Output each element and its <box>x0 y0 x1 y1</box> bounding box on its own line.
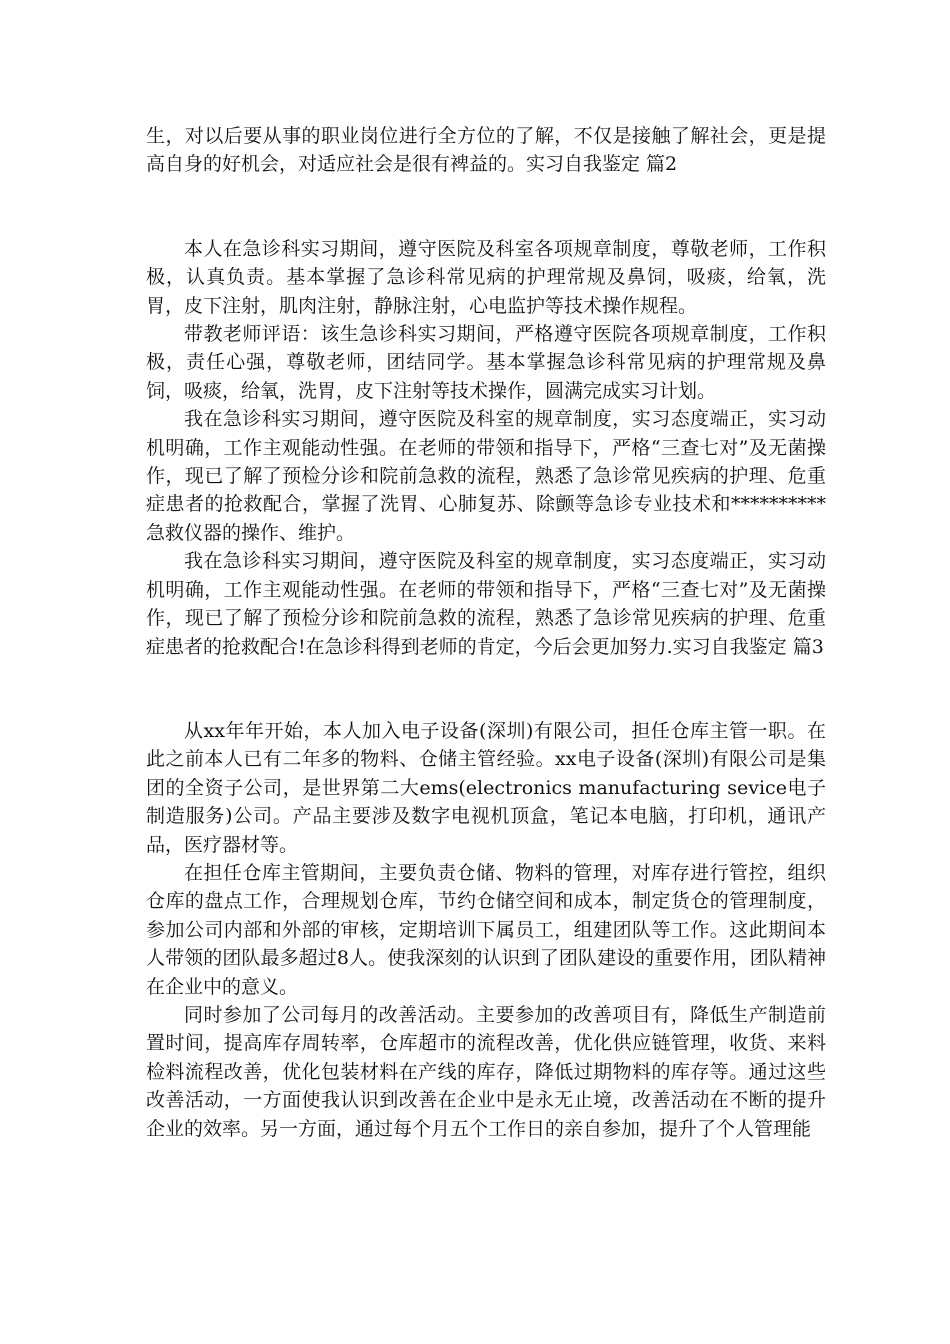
paragraph-improvement-activities: 同时参加了公司每月的改善活动。主要参加的改善项目有，降低生产制造前置时间，提高库存周转率，仓库超市的流程改善，优化供应链管理，收货、来料检料流程改善，优化包装材料在产线的库存，降低过期物料的库存等。通过这些改善活动，一方面使我认识到改善在企业中是永无止境，改善活动在不断的提升企业的效率。另一方面，通过每个月五个工作日的亲自参加，提升了个人管理能 <box>146 1003 826 1140</box>
paragraph-warehouse-duties: 在担任仓库主管期间，主要负责仓储、物料的管理，对库存进行管控，组织仓库的盘点工作，合理规划仓库，节约仓储空间和成本，制定货仓的管理制度，参加公司内部和外部的审核，定期培训下属员工，组建团队等工作。这此期间本人带领的团队最多超过8人。使我深刻的认识到了团队建设的重要作用，团队精神在企业中的意义。 <box>146 861 826 998</box>
document-page <box>146 122 826 1143</box>
paragraph-continuation: 生，对以后要从事的职业岗位进行全方位的了解，不仅是接触了解社会，更是提高自身的好机会，对适应社会是很有裨益的。实习自我鉴定 篇2 <box>146 125 826 176</box>
section-gap <box>146 661 826 717</box>
paragraph-teacher-comment: 带教老师评语：该生急诊科实习期间，严格遵守医院各项规章制度，工作积极，责任心强，尊敬老师，团结同学。基本掌握急诊科常见病的护理常规及鼻饲，吸痰，给氧，洗胃，皮下注射等技术操作，圆满完成实习计划。 <box>146 323 826 402</box>
paragraph-warehouse-intro: 从xx年年开始，本人加入电子设备(深圳)有限公司，担任仓库主管一职。在此之前本人已有二年多的物料、仓储主管经验。xx电子设备(深圳)有限公司是集团的全资子公司，是世界第二大ems(electronics manufacturing sevice电子制造服务)公司。产品主要涉及数字电视机顶盒，笔记本电脑，打印机，通讯产品，医疗器材等。 <box>146 719 826 856</box>
section-gap <box>146 179 826 235</box>
paragraph-er-practice-repeat: 我在急诊科实习期间，遵守医院及科室的规章制度，实习态度端正，实习动机明确，工作主观能动性强。在老师的带领和指导下，严格“三查七对”及无菌操作，现已了解了预检分诊和院前急救的流程，熟悉了急诊常见疾病的护理、危重症患者的抢救配合!在急诊科得到老师的肯定，今后会更加努力.实习自我鉴定 篇3 <box>146 550 826 658</box>
paragraph-er-intro: 本人在急诊科实习期间，遵守医院及科室各项规章制度，尊敬老师，工作积极，认真负责。基本掌握了急诊科常见病的护理常规及鼻饲，吸痰，给氧，洗胃，皮下注射，肌肉注射，静脉注射，心电监护等技术操作规程。 <box>146 237 826 317</box>
paragraph-er-practice: 我在急诊科实习期间，遵守医院及科室的规章制度，实习态度端正，实习动机明确，工作主观能动性强。在老师的带领和指导下，严格“三查七对”及无菌操作，现已了解了预检分诊和院前急救的流程，熟悉了急诊常见疾病的护理、危重症患者的抢救配合，掌握了洗胃、心肺复苏、除颤等急诊专业技术和**********急救仪器的操作、维护。 <box>146 408 826 544</box>
